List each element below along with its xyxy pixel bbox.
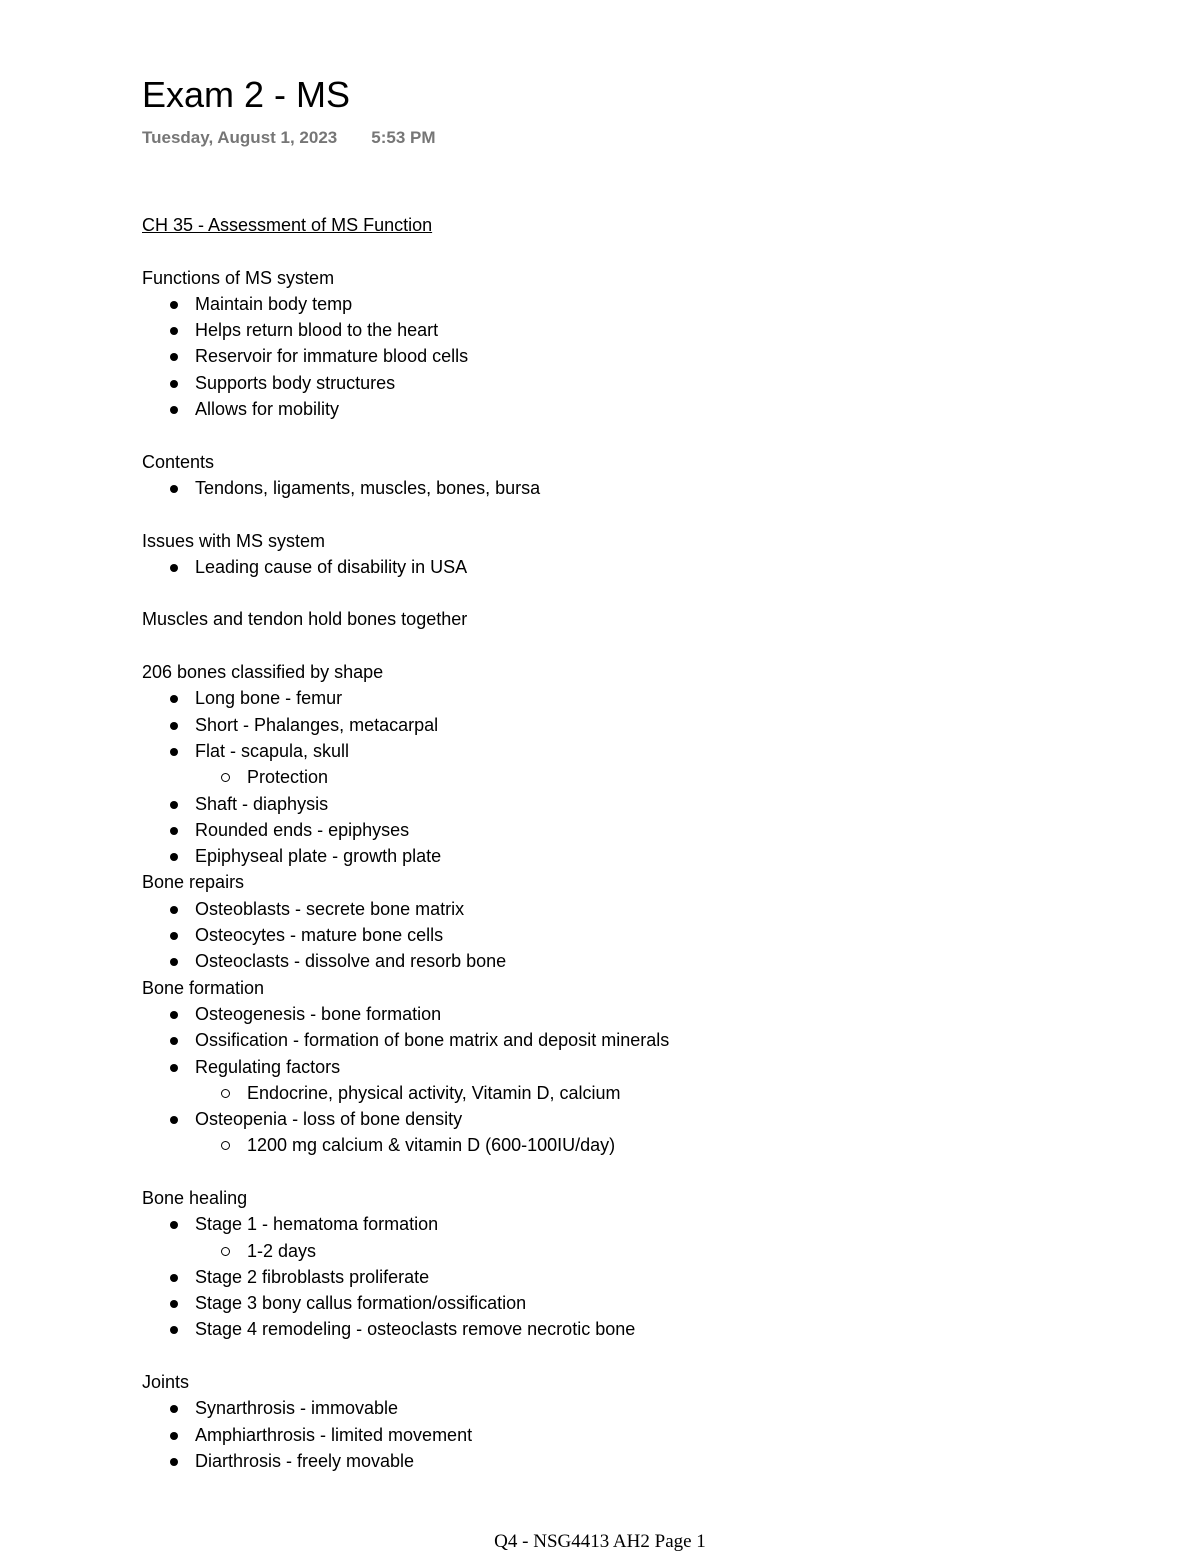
bullet-icon bbox=[170, 353, 178, 361]
list-item-text: Reservoir for immature blood cells bbox=[195, 346, 469, 367]
sub-list-item bbox=[142, 1132, 1122, 1158]
sub-list-container bbox=[142, 764, 1122, 790]
list-item bbox=[142, 712, 1122, 738]
bullet-icon bbox=[170, 1064, 178, 1072]
bullet-icon bbox=[170, 1011, 178, 1019]
bullet-icon bbox=[170, 695, 178, 703]
list-item bbox=[142, 1001, 1122, 1027]
joints-heading: Joints bbox=[142, 1372, 190, 1393]
list-item-text: Long bone - femur bbox=[195, 688, 343, 709]
bullet-icon bbox=[170, 827, 178, 835]
joints-list bbox=[142, 1395, 1122, 1474]
list-item-text: Diarthrosis - freely movable bbox=[195, 1450, 415, 1471]
list-item bbox=[142, 1106, 1122, 1132]
list-item bbox=[142, 1211, 1122, 1237]
list-item-text: 1-2 days bbox=[247, 1240, 317, 1261]
bullet-icon bbox=[170, 1432, 178, 1440]
list-item bbox=[142, 1027, 1122, 1053]
bone-repairs-list bbox=[142, 896, 1122, 975]
list-item bbox=[142, 1448, 1122, 1474]
sub-list-item bbox=[142, 764, 1122, 790]
bullet-icon bbox=[170, 801, 178, 809]
list-item-text: Allows for mobility bbox=[195, 399, 340, 420]
spacer bbox=[142, 501, 1122, 527]
list-item-text: Osteocytes - mature bone cells bbox=[195, 925, 444, 946]
bullet-icon bbox=[170, 380, 178, 388]
list-item-text: Regulating factors bbox=[195, 1056, 341, 1077]
bullet-icon bbox=[170, 906, 178, 914]
functions-list bbox=[142, 291, 1122, 422]
list-item bbox=[142, 1290, 1122, 1316]
bullet-icon bbox=[170, 1300, 178, 1308]
spacer bbox=[142, 238, 1122, 264]
osteopenia-sub-list bbox=[142, 1132, 1122, 1158]
list-item bbox=[142, 370, 1122, 396]
spacer bbox=[142, 633, 1122, 659]
stage1-sub-list bbox=[142, 1238, 1122, 1264]
page-title: Exam 2 - MS bbox=[142, 74, 351, 115]
spacer bbox=[142, 1159, 1122, 1185]
flat-sub-list bbox=[142, 764, 1122, 790]
spacer bbox=[142, 422, 1122, 448]
list-item-text: Leading cause of disability in USA bbox=[195, 556, 468, 577]
bones-shape-list bbox=[142, 685, 1122, 869]
list-item-text: Flat - scapula, skull bbox=[195, 740, 350, 761]
bone-healing-list bbox=[142, 1211, 1122, 1342]
sub-list-container bbox=[142, 1080, 1122, 1106]
bullet-icon bbox=[170, 301, 178, 309]
spacer bbox=[142, 1343, 1122, 1369]
page-metadata bbox=[142, 127, 436, 149]
bullet-icon bbox=[170, 485, 178, 493]
list-item-text: Protection bbox=[247, 767, 329, 788]
circle-bullet-icon bbox=[221, 1247, 230, 1256]
bullet-icon bbox=[170, 1221, 178, 1229]
circle-bullet-icon bbox=[221, 1141, 230, 1150]
list-item bbox=[142, 291, 1122, 317]
bones-shape-heading: 206 bones classified by shape bbox=[142, 662, 384, 683]
bullet-icon bbox=[170, 958, 178, 966]
list-item-text: Stage 1 - hematoma formation bbox=[195, 1214, 439, 1235]
sub-list-item bbox=[142, 1080, 1122, 1106]
list-item bbox=[142, 791, 1122, 817]
chapter-heading: CH 35 - Assessment of MS Function bbox=[142, 215, 433, 235]
list-item-text: Osteoblasts - secrete bone matrix bbox=[195, 898, 465, 919]
list-item-text: Synarthrosis - immovable bbox=[195, 1398, 399, 1419]
list-item-text: Amphiarthrosis - limited movement bbox=[195, 1424, 473, 1445]
list-item bbox=[142, 738, 1122, 764]
list-item-text: Supports body structures bbox=[195, 372, 396, 393]
bullet-icon bbox=[170, 564, 178, 572]
list-item bbox=[142, 1264, 1122, 1290]
list-item-text: Shaft - diaphysis bbox=[195, 793, 329, 814]
list-item bbox=[142, 396, 1122, 422]
list-item-text: Osteoclasts - dissolve and resorb bone bbox=[195, 951, 507, 972]
list-item-text: Endocrine, physical activity, Vitamin D, calcium bbox=[247, 1082, 621, 1103]
list-item-text: Helps return blood to the heart bbox=[195, 320, 439, 341]
bone-formation-heading: Bone formation bbox=[142, 977, 265, 998]
bullet-icon bbox=[170, 722, 178, 730]
bullet-icon bbox=[170, 1458, 178, 1466]
list-item-text: Ossification - formation of bone matrix and deposit minerals bbox=[195, 1030, 670, 1051]
list-item bbox=[142, 922, 1122, 948]
list-item bbox=[142, 1316, 1122, 1342]
list-item bbox=[142, 817, 1122, 843]
list-item-text: Osteogenesis - bone formation bbox=[195, 1003, 442, 1024]
bullet-icon bbox=[170, 1037, 178, 1045]
list-item bbox=[142, 1054, 1122, 1080]
issues-heading: Issues with MS system bbox=[142, 530, 326, 551]
list-item-text: Stage 2 fibroblasts proliferate bbox=[195, 1266, 430, 1287]
list-item bbox=[142, 896, 1122, 922]
list-item-text: Stage 3 bony callus formation/ossification bbox=[195, 1293, 527, 1314]
list-item-text: Rounded ends - epiphyses bbox=[195, 819, 410, 840]
contents-heading: Contents bbox=[142, 451, 215, 472]
bone-formation-list bbox=[142, 1001, 1122, 1159]
list-item bbox=[142, 1395, 1122, 1421]
bullet-icon bbox=[170, 1405, 178, 1413]
bullet-icon bbox=[170, 932, 178, 940]
list-item-text: Short - Phalanges, metacarpal bbox=[195, 714, 439, 735]
list-item bbox=[142, 317, 1122, 343]
list-item-text: Osteopenia - loss of bone density bbox=[195, 1109, 463, 1130]
list-item-text: Tendons, ligaments, muscles, bones, bursa bbox=[195, 477, 541, 498]
sub-list-container bbox=[142, 1238, 1122, 1264]
sub-list-item bbox=[142, 1238, 1122, 1264]
note-content bbox=[142, 212, 1122, 1474]
circle-bullet-icon bbox=[221, 773, 230, 782]
bone-healing-heading: Bone healing bbox=[142, 1187, 248, 1208]
page-time: 5:53 PM bbox=[371, 128, 436, 147]
list-item bbox=[142, 843, 1122, 869]
bullet-icon bbox=[170, 1274, 178, 1282]
muscles-note: Muscles and tendon hold bones together bbox=[142, 609, 468, 630]
bullet-icon bbox=[170, 1326, 178, 1334]
list-item bbox=[142, 948, 1122, 974]
list-item-text: Epiphyseal plate - growth plate bbox=[195, 846, 442, 867]
list-item-text: Stage 4 remodeling - osteoclasts remove necrotic bone bbox=[195, 1319, 636, 1340]
bullet-icon bbox=[170, 406, 178, 414]
bullet-icon bbox=[170, 1116, 178, 1124]
functions-heading: Functions of MS system bbox=[142, 267, 335, 288]
bone-repairs-heading: Bone repairs bbox=[142, 872, 245, 893]
list-item bbox=[142, 1422, 1122, 1448]
list-item bbox=[142, 475, 1122, 501]
list-item bbox=[142, 554, 1122, 580]
list-item-text: Maintain body temp bbox=[195, 293, 353, 314]
contents-list bbox=[142, 475, 1122, 501]
bullet-icon bbox=[170, 748, 178, 756]
sub-list-container bbox=[142, 1132, 1122, 1158]
list-item bbox=[142, 343, 1122, 369]
bullet-icon bbox=[170, 853, 178, 861]
regulating-sub-list bbox=[142, 1080, 1122, 1106]
issues-list bbox=[142, 554, 1122, 580]
circle-bullet-icon bbox=[221, 1089, 230, 1098]
spacer bbox=[142, 580, 1122, 606]
page-footer: Q4 - NSG4413 AH2 Page 1 bbox=[494, 1531, 706, 1552]
list-item bbox=[142, 685, 1122, 711]
bullet-icon bbox=[170, 327, 178, 335]
list-item-text: 1200 mg calcium & vitamin D (600-100IU/day) bbox=[247, 1135, 616, 1156]
page-date: Tuesday, August 1, 2023 bbox=[142, 128, 338, 147]
